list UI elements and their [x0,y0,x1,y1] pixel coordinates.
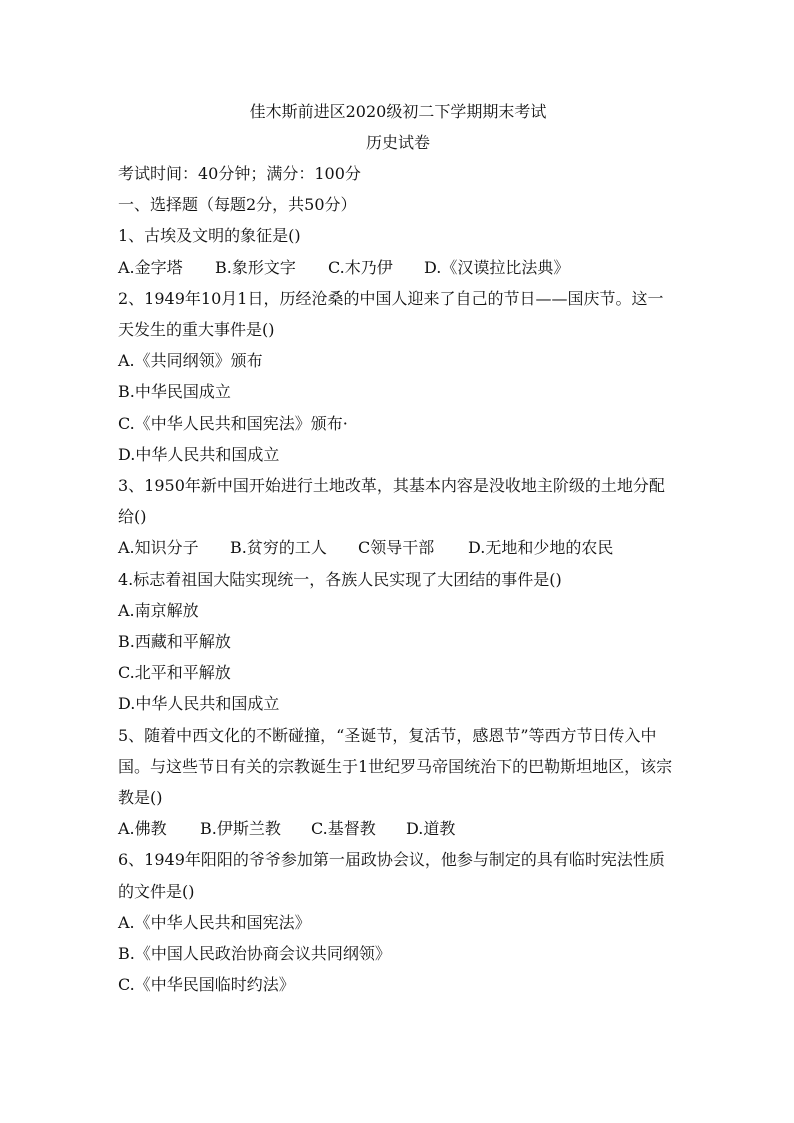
question-stem: 3、1950年新中国开始进行土地改革，其基本内容是没收地主阶级的土地分配给() [118,476,665,527]
option-b: B.西藏和平解放 [118,632,231,652]
option-c: C.《中华民国临时约法》 [118,975,295,995]
option-a: A.《共同纲领》颁布 [118,351,263,371]
question-6 [118,844,678,1000]
option-c: C.《中华人民共和国宪法》颁布· [118,413,348,433]
exam-page [118,96,678,1000]
option-d: D.中华人民共和国成立 [118,694,280,714]
question-stem: 6、1949年阳阳的爷爷参加第一届政协会议，他参与制定的具有临时宪法性质的文件是() [118,850,665,901]
option-d: D.中华人民共和国成立 [118,444,280,464]
question-stem: 2、1949年10月1日，历经沧桑的中国人迎来了自己的节日——国庆节。这一天发生的重大事件是() [118,288,664,340]
option-a: A.佛教 [118,819,167,839]
option-c: C.基督教 [311,819,376,839]
option-d: D.《汉谟拉比法典》 [424,257,570,277]
option-row [118,813,678,844]
question-stem: 4.标志着祖国大陆实现统一，各族人民实现了大团结的事件是() [118,569,562,589]
option-a: A.金字塔 [118,257,183,277]
option-b: B.贫穷的工人 [230,538,327,558]
option-d: D.无地和少地的农民 [468,538,614,558]
option-b: B.象形文字 [215,257,296,277]
option-a: A.《中华人民共和国宪法》 [118,912,311,932]
question-2 [118,283,678,470]
question-3 [118,470,678,564]
option-c: C领导干部 [358,538,435,558]
option-a: A.知识分子 [118,538,199,558]
question-stem: 1、古埃及文明的象征是() [118,226,301,246]
section-heading: 一、选择题（每题2分，共50分） [118,195,357,215]
option-b: B.《中国人民政治协商会议共同纲领》 [118,944,391,964]
exam-info: 考试时间：40分钟；满分：100分 [118,164,361,183]
exam-title: 佳木斯前进区2020级初二下学期期末考试 [249,102,547,121]
question-stem: 5、随着中西文化的不断碰撞，“圣诞节，复活节，感恩节”等西方节日传入中国。与这些节日有关的宗教诞生于1世纪罗马帝国统治下的巴勒斯坦地区，该宗教是() [118,725,673,808]
option-b: B.中华民国成立 [118,382,231,402]
option-row [118,532,678,563]
option-d: D.道教 [406,819,456,839]
question-1 [118,220,678,282]
option-a: A.南京解放 [118,600,199,620]
option-c: C.北平和平解放 [118,663,231,683]
option-c: C.木乃伊 [328,257,393,277]
question-5 [118,720,678,845]
exam-subtitle: 历史试卷 [365,133,430,152]
option-b: B.伊斯兰教 [200,819,281,839]
question-4 [118,564,678,720]
option-row [118,252,678,283]
